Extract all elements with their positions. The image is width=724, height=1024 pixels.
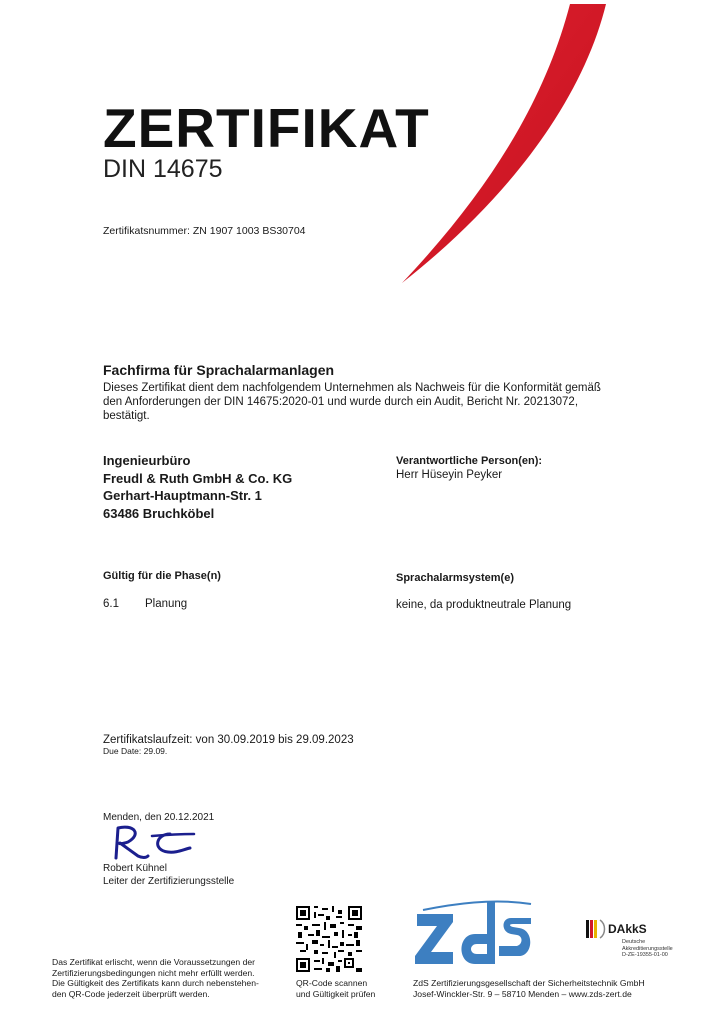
phases-label: Gültig für die Phase(n): [103, 570, 221, 582]
dakks-name: DAkkS: [608, 922, 647, 936]
company-line: Gerhart-Hauptmann-Str. 1: [103, 488, 262, 503]
footer-left-line: Das Zertifikat erlischt, wenn die Voraussetzungen der: [52, 957, 256, 967]
footer-left-line: Zertifizierungsbedingungen nicht mehr erfüllt werden.: [52, 967, 255, 978]
intro-line: bestätigt.: [103, 410, 150, 422]
dakks-line: D-ZE-19355-01-00: [622, 952, 668, 958]
intro-heading: Fachfirma für Sprachalarmanlagen: [103, 362, 335, 378]
certificate-number: Zertifikatsnummer: ZN 1907 1003 BS30704: [103, 225, 306, 237]
qr-caption: [296, 978, 375, 999]
certificate-subtitle: DIN 14675: [103, 155, 223, 183]
place-date: Menden, den 20.12.2021: [103, 812, 215, 823]
footer-left-line: Die Gültigkeit des Zertifikats kann durch nebenstehen-: [52, 978, 259, 989]
responsible-value: Herr Hüseyin Peyker: [396, 469, 503, 481]
system-label: Sprachalarmsystem(e): [396, 572, 515, 584]
qr-caption-line: und Gültigkeit prüfen: [296, 988, 376, 999]
intro-line: Dieses Zertifikat dient dem nachfolgendem Unternehmen als Nachweis für die Konformität gemäß: [103, 382, 601, 394]
intro-line: den Anforderungen der DIN 14675:2020-01 und wurde durch ein Audit, Bericht Nr. 20213072,: [103, 396, 579, 408]
responsible-label: Verantwortliche Person(en):: [396, 455, 543, 467]
phase-number: 6.1: [103, 598, 119, 610]
signer-name: Robert Kühnel: [103, 863, 167, 874]
dakks-line: Deutsche: [622, 939, 646, 945]
intro-text: [103, 381, 601, 423]
signer-role: Leiter der Zertifizierungsstelle: [103, 876, 235, 887]
qr-code-icon[interactable]: [296, 906, 362, 972]
company-line: Freudl & Ruth GmbH & Co. KG: [103, 470, 293, 486]
certificate-title: ZERTIFIKAT: [103, 97, 430, 159]
validity-period: Zertifikatslaufzeit: von 30.09.2019 bis 29.09.2023: [103, 734, 354, 746]
due-date: Due Date: 29.09.: [103, 746, 168, 756]
issuer-address: [413, 978, 645, 999]
company-line: 63486 Bruchköbel: [103, 505, 215, 521]
footer-left-line: den QR-Code jederzeit überprüft werden.: [52, 988, 210, 999]
issuer-line: ZdS Zertifizierungsgesellschaft der Sicherheitstechnik GmbH: [413, 978, 645, 988]
issuer-line: Josef-Winckler-Str. 9 – 58710 Menden – www.zds-zert.de: [413, 988, 632, 999]
dakks-logo-icon: [584, 916, 608, 942]
dakks-caption: [622, 939, 673, 959]
footer-left-text: [52, 957, 259, 999]
signature-mark: [108, 822, 198, 864]
company-address: [103, 452, 292, 522]
dakks-line: Akkreditierungsstelle: [622, 945, 673, 952]
qr-caption-line: QR-Code scannen: [296, 978, 368, 988]
phase-name: Planung: [145, 598, 188, 610]
company-line: Ingenieurbüro: [103, 453, 191, 468]
zds-logo: [413, 898, 533, 968]
system-value: keine, da produktneutrale Planung: [396, 599, 572, 611]
